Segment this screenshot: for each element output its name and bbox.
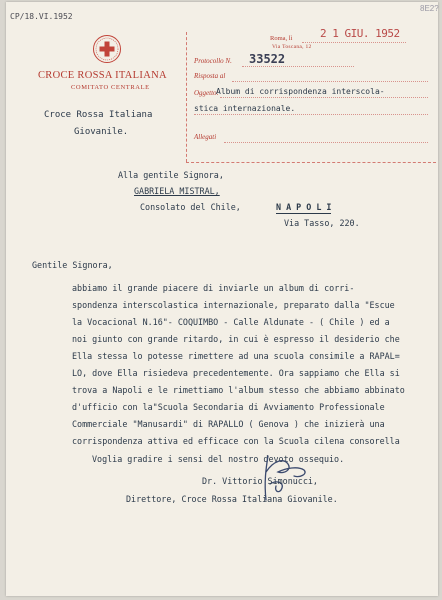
- recipient-greeting-line: Alla gentile Signora,: [118, 170, 224, 180]
- date-field-line: [302, 42, 406, 43]
- signatory-name: Dr. Vittorio Simonucci,: [202, 476, 318, 486]
- body-line: LO, dove Ella risiedeva precedentemente. Ora sappiamo che Ella si: [72, 368, 400, 378]
- subject-field-line-2: [194, 114, 428, 115]
- signatory-title: Direttore, Croce Rossa Italiana Giovanile.: [126, 494, 338, 504]
- protocol-label: Protocollo N.: [194, 57, 232, 65]
- reply-label: Risposta al: [194, 72, 226, 80]
- body-line: trova a Napoli e le rimettiamo l'album stesso che abbiamo abbinato: [72, 385, 405, 395]
- recipient-name: GABRIELA MISTRAL,: [134, 186, 220, 196]
- protocol-field-line: [242, 66, 354, 67]
- attachments-label: Allegati: [194, 133, 217, 141]
- body-line: abbiamo il grande piacere di inviarle un album di corri-: [72, 283, 355, 293]
- protocol-number: 33522: [249, 52, 286, 66]
- pencil-annotation: 8E2?: [420, 4, 439, 13]
- subject-line-1: Album di corrispondenza interscola-: [216, 87, 385, 96]
- date-stamp: 2 1 GIU. 1952: [320, 27, 400, 40]
- letter-sheet: [6, 2, 438, 596]
- address-label: Via Toscana, 12: [272, 44, 312, 50]
- red-cross-emblem-icon: [92, 34, 122, 64]
- organization-name: CROCE ROSSA ITALIANA: [38, 70, 167, 81]
- department-line-1: Croce Rossa Italiana: [44, 110, 153, 120]
- body-line: d'ufficio con la"Scuola Secondaria di Avviamento Professionale: [72, 402, 385, 412]
- closing-line: Voglia gradire i sensi del nostro devoto ossequio.: [92, 454, 345, 464]
- body-line: la Vocacional N.16"- COQUIMBO - Calle Aldunate - ( Chile ) ed a: [72, 317, 390, 327]
- salutation: Gentile Signora,: [32, 260, 113, 270]
- recipient-street: Via Tasso, 220.: [284, 218, 360, 228]
- body-line: spondenza interscolastica internazionale, preparato dalla "Escue: [72, 300, 395, 310]
- city-label: Roma, lì: [270, 35, 293, 42]
- body-line: corrispondenza attiva ed efficace con la Scuola cilena consorella: [72, 436, 400, 446]
- archive-reference: CP/18.VI.1952: [10, 12, 73, 21]
- organization-subtitle: COMITATO CENTRALE: [71, 84, 150, 91]
- subject-label: Oggetto:: [194, 89, 219, 97]
- header-box-left-border: [186, 32, 187, 162]
- subject-line-2: stica internazionale.: [194, 104, 296, 113]
- body-line: Commerciale "Manusardi" di RAPALLO ( Genova ) che inizierà una: [72, 419, 385, 429]
- attachments-field-line: [224, 142, 428, 143]
- header-box-bottom-border: [186, 162, 436, 163]
- recipient-consulate: Consolato del Chile,: [140, 202, 241, 212]
- body-line: Ella stessa lo potesse rimettere ad una scuola consimile a RAPAL=: [72, 351, 400, 361]
- department-line-2: Giovanile.: [74, 127, 129, 137]
- reply-field-line: [232, 81, 428, 82]
- recipient-city: N A P O L I: [276, 202, 332, 212]
- body-line: noi giunto con grande ritardo, in cui è espresso il desiderio che: [72, 334, 400, 344]
- subject-field-line-1: [220, 97, 428, 98]
